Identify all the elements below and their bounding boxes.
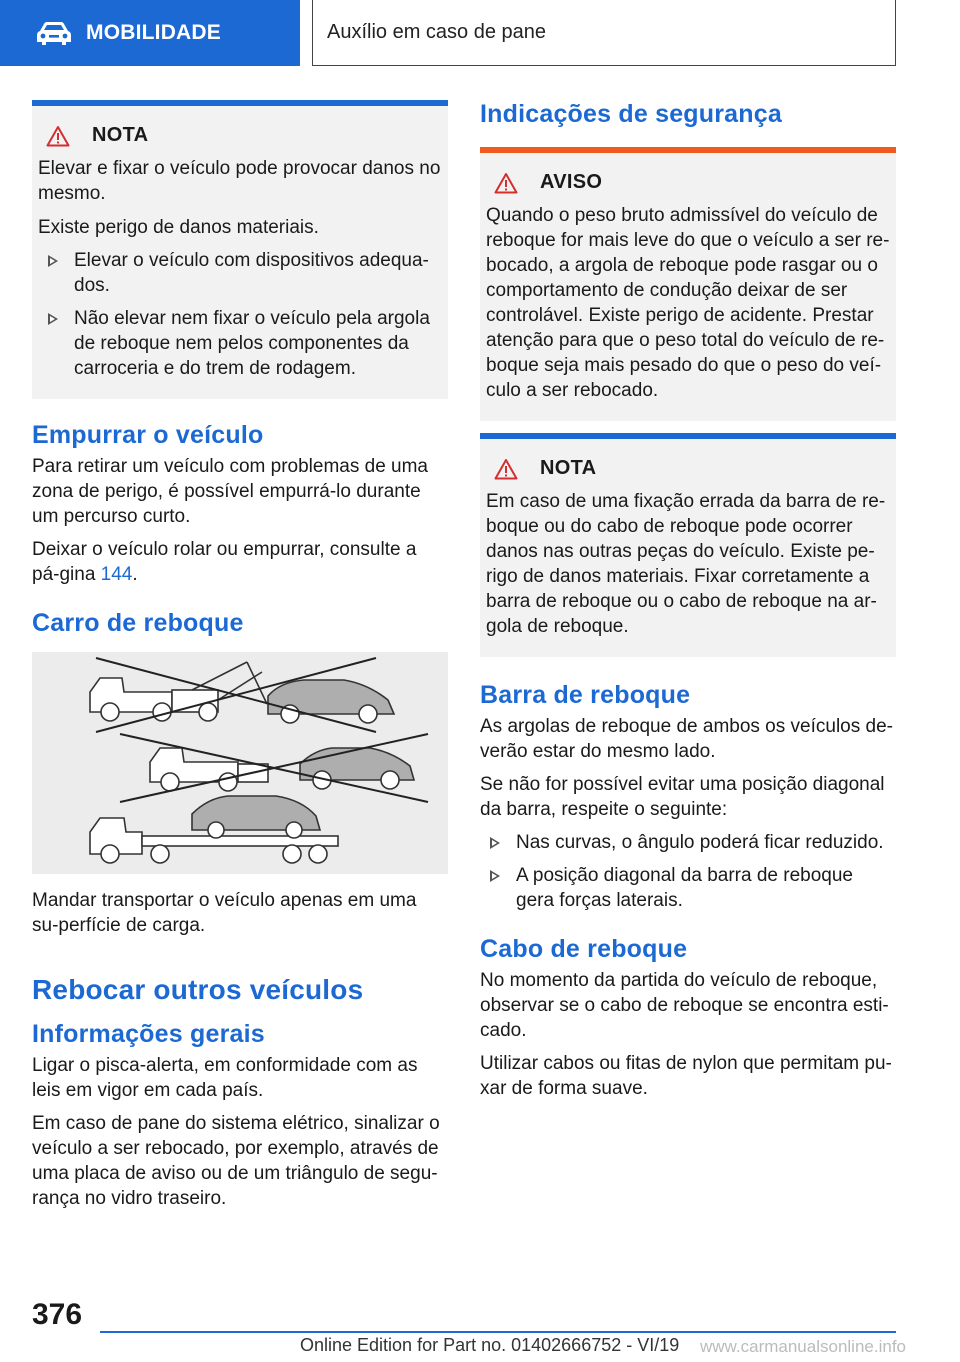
section-heading: Indicações de segurança <box>480 100 782 128</box>
section-heading: Barra de reboque <box>480 681 691 709</box>
warning-triangle-icon <box>46 125 70 147</box>
paragraph: Utilizar cabos ou fitas de nylon que permitam pu-xar de forma suave. <box>480 1053 892 1099</box>
paragraph: Deixar o veículo rolar ou empurrar, consulte a pá-gina 144. <box>32 539 417 585</box>
watermark: www.carmanualsonline.info <box>700 1337 906 1356</box>
tow-truck-illustration <box>32 652 448 874</box>
note-title: NOTA <box>92 124 149 146</box>
list-item: Nas curvas, o ângulo poderá ficar reduzido. <box>480 830 896 855</box>
figure-caption: Mandar transportar o veículo apenas em uma su-perfície de carga. <box>32 890 417 936</box>
note-text: Existe perigo de danos materiais. <box>38 217 319 238</box>
list-item: Não elevar nem fixar o veículo pela argola de reboque nem pelos componentes da carroceria e do trem de rodagem. <box>38 306 442 381</box>
page-number: 376 <box>32 1298 83 1331</box>
warning-box <box>480 147 896 421</box>
car-icon <box>36 20 72 46</box>
footer-rule <box>100 1331 896 1333</box>
paragraph: Ligar o pisca-alerta, em conformidade com as leis em vigor em cada país. <box>32 1055 418 1101</box>
paragraph: As argolas de reboque de ambos os veículos de-verão estar do mesmo lado. <box>480 716 893 762</box>
edition-text: Online Edition for Part no. 01402666752 - VI/19 <box>300 1335 680 1355</box>
warning-text: Quando o peso bruto admissível do veículo de reboque for mais leve do que o veículo a ser re-bocado, a argola de reboque pode rasgar ou o comportamento de condução deixar de ser controlável. Existe perigo de acidente. Prestar atenção para que o peso total do veículo de re-boque seja mais pesado do que o peso do veí-culo a ser rebocado. <box>486 205 890 401</box>
paragraph: Para retirar um veículo com problemas de uma zona de perigo, é possível empurrá-lo durante um percurso curto. <box>32 456 428 527</box>
note-box <box>480 433 896 657</box>
section-tab[interactable] <box>0 0 300 66</box>
paragraph: Se não for possível evitar uma posição diagonal da barra, respeite o seguinte: <box>480 774 885 820</box>
page-link[interactable]: 144 <box>100 564 133 585</box>
warning-title: AVISO <box>540 171 603 193</box>
section-heading: Cabo de reboque <box>480 935 688 963</box>
note-list <box>38 248 442 381</box>
tow-bar-section <box>480 681 896 1101</box>
note-text: Elevar e fixar o veículo pode provocar danos no mesmo. <box>38 158 441 204</box>
list-item: Elevar o veículo com dispositivos adequa-dos. <box>38 248 442 298</box>
section-heading: Carro de reboque <box>32 609 244 637</box>
tow-bar-list <box>480 830 896 913</box>
breadcrumb[interactable]: Auxílio em caso de pane <box>312 0 896 66</box>
paragraph: Em caso de pane do sistema elétrico, sinalizar o veículo a ser rebocado, por exemplo, através de uma placa de aviso ou de um triângulo de segu-rança no vidro traseiro. <box>32 1113 440 1209</box>
list-item: A posição diagonal da barra de reboque gera forças laterais. <box>480 863 896 913</box>
left-column <box>32 100 448 1211</box>
note-box <box>32 100 448 399</box>
note-text: Em caso de uma fixação errada da barra de re-boque ou do cabo de reboque pode ocorrer danos nas outras peças do veículo. Existe pe-rigo de danos materiais. Fixar corretamente a barra de reboque ou o cabo de reboque na ar-gola de reboque. <box>486 491 886 637</box>
warning-triangle-icon <box>494 172 518 194</box>
warning-triangle-icon <box>494 458 518 480</box>
paragraph: No momento da partida do veículo de reboque, observar se o cabo de reboque se encontra esti-cado. <box>480 970 889 1041</box>
section-label: MOBILIDADE <box>86 21 221 44</box>
push-section <box>32 421 448 1211</box>
tow-truck-diagram <box>32 652 448 874</box>
section-heading: Informações gerais <box>32 1020 265 1048</box>
chapter-heading: Rebocar outros veículos <box>32 974 364 1005</box>
note-title: NOTA <box>540 457 597 479</box>
section-heading: Empurrar o veículo <box>32 421 264 449</box>
right-column <box>480 100 896 1101</box>
